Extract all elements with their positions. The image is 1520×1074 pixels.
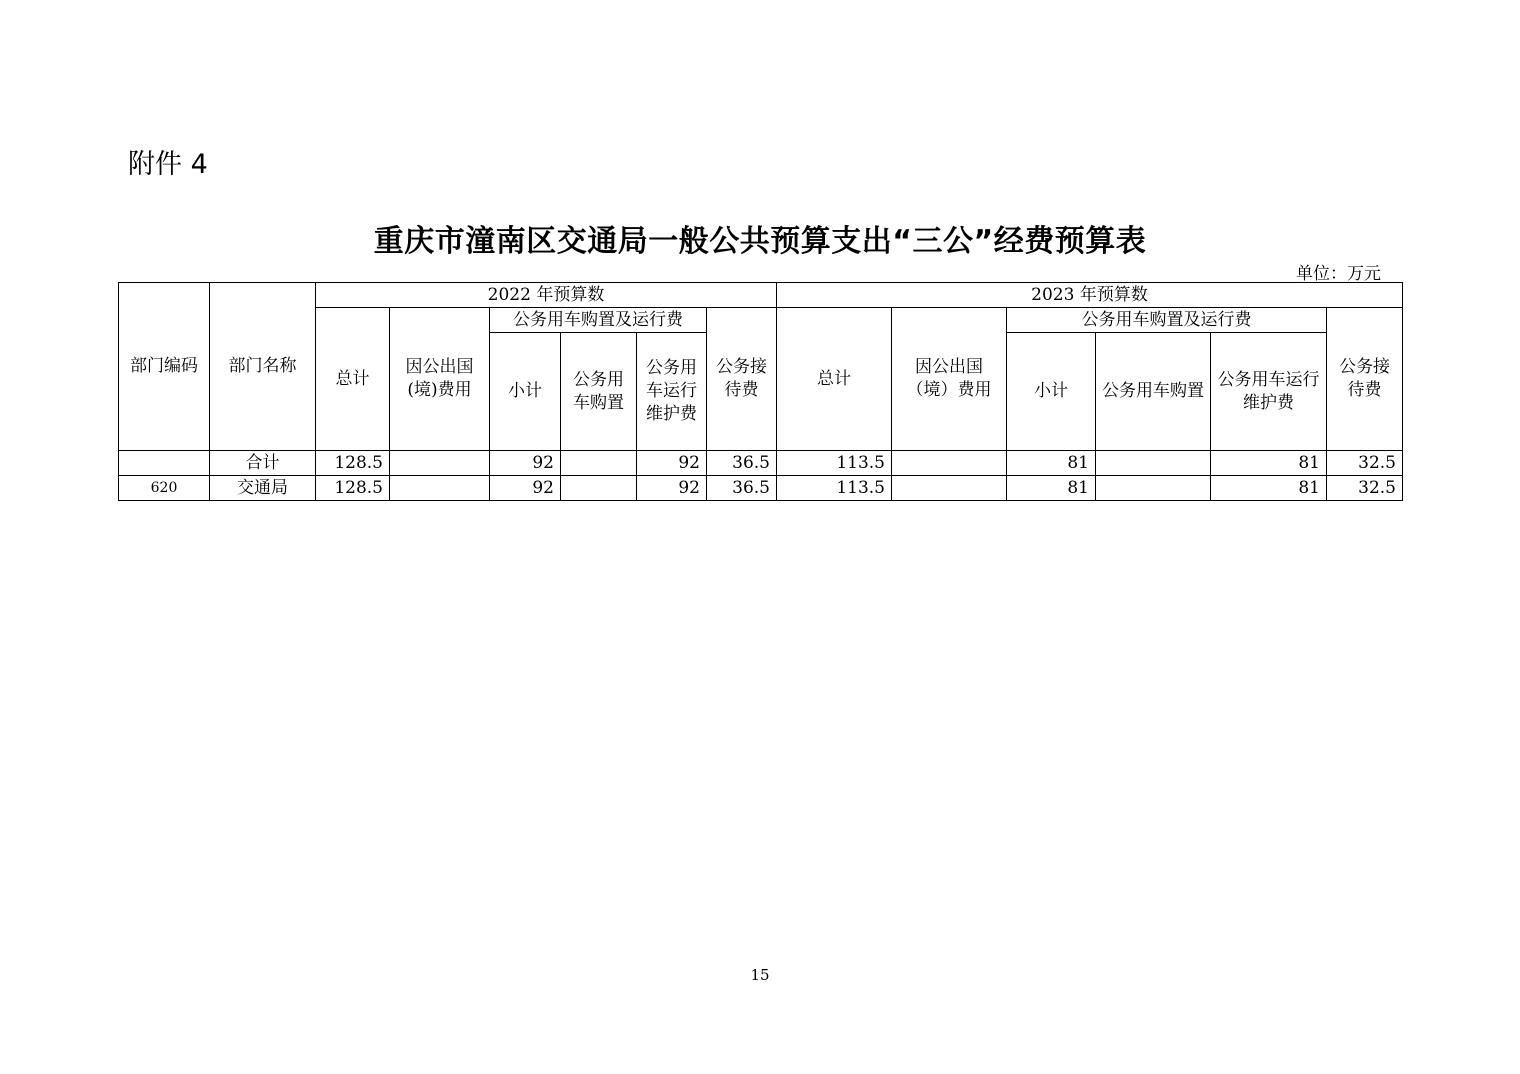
cell-2023-total: 113.5 <box>777 451 892 476</box>
cell-2022-operation: 92 <box>637 451 707 476</box>
cell-2023-overseas <box>892 451 1007 476</box>
budget-table <box>118 282 1403 501</box>
cell-code: 620 <box>119 476 210 501</box>
header-total-2022: 总计 <box>316 308 390 451</box>
header-total-2023: 总计 <box>777 308 892 451</box>
header-dept-name: 部门名称 <box>210 283 316 451</box>
cell-2023-subtotal: 81 <box>1007 476 1096 501</box>
cell-2023-reception: 32.5 <box>1327 476 1403 501</box>
header-reception-2022: 公务接待费 <box>707 308 777 451</box>
header-reception-2023: 公务接待费 <box>1327 308 1403 451</box>
header-subtotal-2023: 小计 <box>1007 333 1096 451</box>
attachment-label: 附件 4 <box>128 149 208 180</box>
cell-2022-operation: 92 <box>637 476 707 501</box>
cell-2022-total: 128.5 <box>316 476 390 501</box>
header-vehicle-group-2022: 公务用车购置及运行费 <box>490 308 707 333</box>
cell-2023-purchase <box>1096 476 1211 501</box>
cell-2022-reception: 36.5 <box>707 451 777 476</box>
cell-2022-total: 128.5 <box>316 451 390 476</box>
header-year-2023: 2023 年预算数 <box>777 283 1403 308</box>
cell-2023-operation: 81 <box>1211 476 1327 501</box>
cell-code <box>119 451 210 476</box>
cell-2023-total: 113.5 <box>777 476 892 501</box>
header-vehicle-purchase-2022: 公务用车购置 <box>561 333 637 451</box>
header-overseas-2023: 因公出国（境）费用 <box>892 308 1007 451</box>
cell-2023-reception: 32.5 <box>1327 451 1403 476</box>
header-overseas-2022: 因公出国(境)费用 <box>390 308 490 451</box>
header-dept-code: 部门编码 <box>119 283 210 451</box>
cell-2023-operation: 81 <box>1211 451 1327 476</box>
table-row-total <box>119 451 1403 476</box>
unit-label: 单位：万元 <box>1296 264 1381 284</box>
cell-2022-subtotal: 92 <box>490 476 561 501</box>
cell-2022-reception: 36.5 <box>707 476 777 501</box>
cell-2023-subtotal: 81 <box>1007 451 1096 476</box>
header-vehicle-group-2023: 公务用车购置及运行费 <box>1007 308 1327 333</box>
cell-name: 交通局 <box>210 476 316 501</box>
cell-name: 合计 <box>210 451 316 476</box>
cell-2022-overseas <box>390 451 490 476</box>
page-number: 15 <box>750 966 770 984</box>
cell-2023-purchase <box>1096 451 1211 476</box>
document-title: 重庆市潼南区交通局一般公共预算支出“三公”经费预算表 <box>373 224 1147 259</box>
cell-2022-subtotal: 92 <box>490 451 561 476</box>
cell-2022-purchase <box>561 451 637 476</box>
cell-2022-overseas <box>390 476 490 501</box>
cell-2023-overseas <box>892 476 1007 501</box>
header-year-2022: 2022 年预算数 <box>316 283 777 308</box>
header-vehicle-purchase-2023: 公务用车购置 <box>1096 333 1211 451</box>
header-vehicle-operation-2022: 公务用车运行维护费 <box>637 333 707 451</box>
header-subtotal-2022: 小计 <box>490 333 561 451</box>
cell-2022-purchase <box>561 476 637 501</box>
table-row <box>119 476 1403 501</box>
header-vehicle-operation-2023: 公务用车运行维护费 <box>1211 333 1327 451</box>
